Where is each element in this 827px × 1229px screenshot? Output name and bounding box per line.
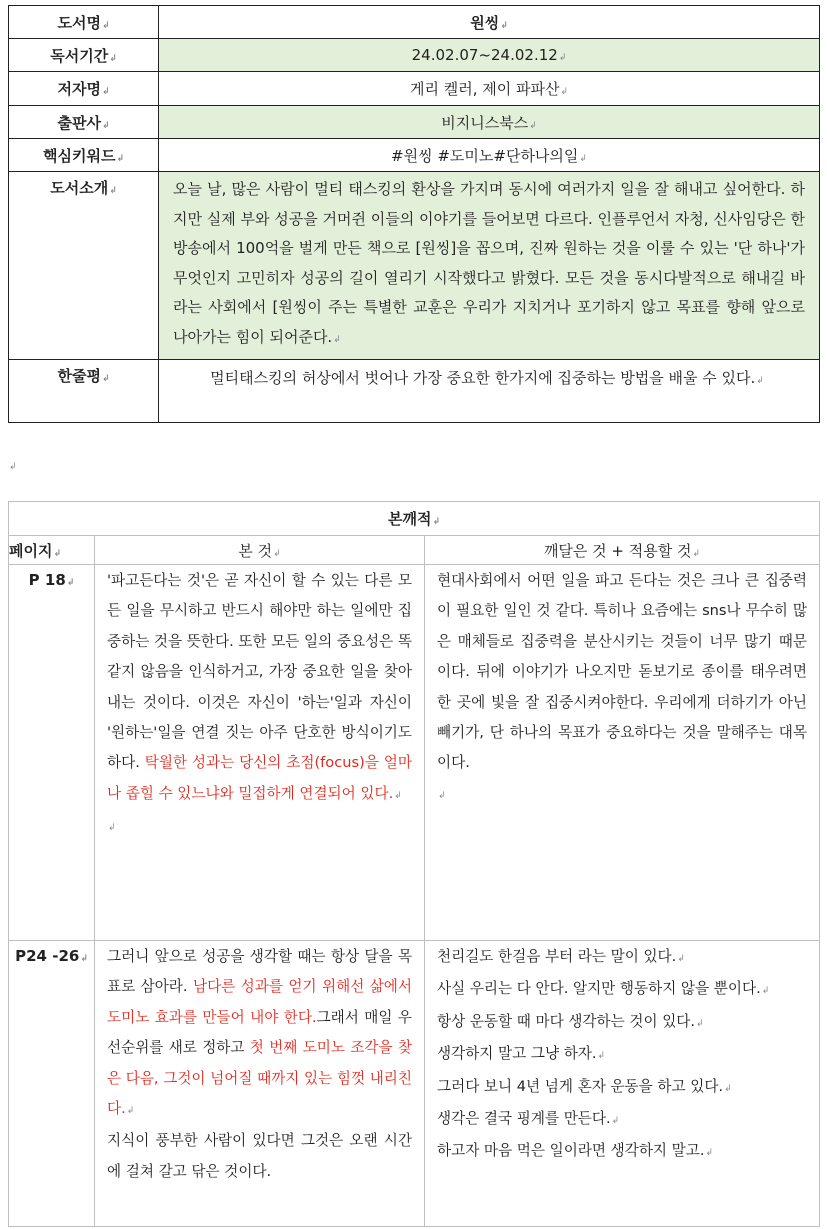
review-label: 한줄평↲ — [9, 359, 159, 422]
author-row — [9, 72, 820, 106]
row-realized[interactable]: 현대사회에서 어떤 일을 파고 든다는 것은 크나 큰 집중력이 필요한 일인 것 같다. 특히나 요즘에는 sns나 무수히 많은 매체들로 집중력을 분산시키는 것들이 너무 많기 때문이다. 뒤에 이야기가 나오지만 돋보기로 종이를 태우려면 한 곳에 빛을 잘 집중시켜야한다. 우리에게 더하기가 아닌 빼기가, 단 하나의 목표가 중요하다는 것을 말해주는 대목이다. ↲ — [425, 565, 820, 941]
notes-caption-row — [9, 502, 820, 536]
period-row — [9, 39, 820, 72]
reading-notes-table — [8, 501, 820, 1227]
intro-row — [9, 172, 820, 360]
period-value[interactable]: 24.02.07~24.02.12↲ — [159, 39, 820, 72]
notes-caption: 본깨적↲ — [9, 502, 820, 536]
header-page: 페이지↲ — [9, 536, 95, 565]
intro-label: 도서소개↲ — [9, 172, 159, 360]
review-row — [9, 359, 820, 422]
paragraph-mark: ↲ — [9, 462, 17, 472]
row-seen[interactable]: 그러니 앞으로 성공을 생각할 때는 항상 달을 목표로 삼아라. 남다른 성과를 얻기 위해선 삶에서 도미노 효과를 만들어 내야 한다.그래서 매일 우선순위를 새로 정하고 첫 번째 도미노 조각을 찾은 다음, 그것이 넘어질 때까지 있는 힘껏 내리친다.↲ 지식이 풍부한 사람이 있다면 그것은 오랜 시간에 걸쳐 갈고 닦은 것이다. — [95, 941, 425, 1227]
title-label: 도서명↲ — [9, 6, 159, 39]
publisher-label: 출판사↲ — [9, 106, 159, 139]
book-info-table — [8, 5, 820, 423]
table-row — [9, 941, 820, 1227]
publisher-row — [9, 106, 820, 139]
title-value[interactable]: 원씽↲ — [159, 6, 820, 39]
header-realized: 깨달은 것 + 적용할 것↲ — [425, 536, 820, 565]
author-label: 저자명↲ — [9, 72, 159, 106]
row-page: P24 -26↲ — [9, 941, 95, 1227]
table-row — [9, 565, 820, 941]
row-realized[interactable]: 천리길도 한걸음 부터 라는 말이 있다.↲ 사실 우리는 다 안다. 알지만 행동하지 않을 뿐이다.↲ 항상 운동할 때 마다 생각하는 것이 있다.↲ 생각하지 말고 그냥 하자.↲ 그러다 보니 4년 넘게 혼자 운동을 하고 있다.↲ 생각은 결국 핑계를 만든다.↲ 하고자 마음 먹은 일이라면 생각하지 말고.↲ — [425, 941, 820, 1227]
intro-value[interactable]: 오늘 날, 많은 사람이 멀티 태스킹의 환상을 가지며 동시에 여러가지 일을 잘 해내고 싶어한다. 하지만 실제 부와 성공을 거머쥔 이들의 이야기를 들어보면 다르다. 인플루언서 자청, 신사임당은 한 방송에서 100억을 벌게 만든 책으로 [원씽]을 꼽으며, 진짜 원하는 것을 이룰 수 있는 '단 하나'가 무엇인지 고민히자 성공의 길이 열리기 시작했다고 밝혔다. 모든 것을 동시다발적으로 해내길 바라는 사회에서 [원씽이 주는 특별한 교훈은 우리가 지치거나 포기하지 않고 목표를 향해 앞으로 나아가는 힘이 되어준다.↲ — [159, 172, 820, 360]
header-seen: 본 것↲ — [95, 536, 425, 565]
row-seen[interactable]: '파고든다는 것'은 곧 자신이 할 수 있는 다른 모든 일을 무시하고 반드시 해야만 하는 일에만 집중하는 것을 뜻한다. 또한 모든 일의 중요성은 똑같지 않음을 인식하거고, 가장 중요한 일을 찾아내는 것이다. 이것은 자신이 '하는'일과 자신이 '원하는'일을 연결 짓는 아주 단호한 방식이기도 하다. 탁월한 성과는 당신의 초점(focus)을 얼마나 좁힐 수 있느냐와 밀접하게 연결되어 있다.↲ ↲ — [95, 565, 425, 941]
author-value[interactable]: 게리 켈러, 제이 파파산↲ — [159, 72, 820, 106]
keywords-label: 핵심키워드↲ — [9, 139, 159, 172]
publisher-value[interactable]: 비지니스북스↲ — [159, 106, 820, 139]
review-value[interactable]: 멀티태스킹의 허상에서 벗어나 가장 중요한 한가지에 집중하는 방법을 배울 수 있다.↲ — [159, 359, 820, 422]
notes-header-row — [9, 536, 820, 565]
keywords-value[interactable]: #원씽 #도미노#단하나의일↲ — [159, 139, 820, 172]
row-page: P 18↲ — [9, 565, 95, 941]
period-label: 독서기간↲ — [9, 39, 159, 72]
title-row — [9, 6, 820, 39]
keywords-row — [9, 139, 820, 172]
